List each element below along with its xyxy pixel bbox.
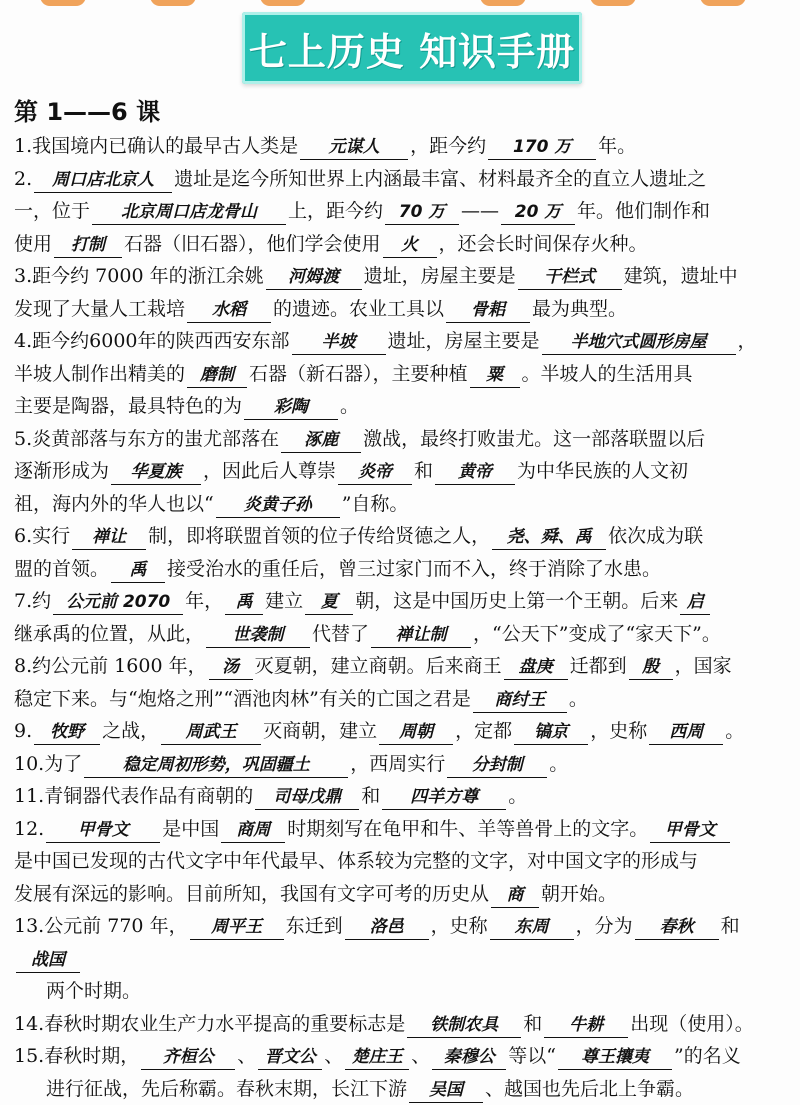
answer-blank: 华夏族 [111, 460, 201, 485]
answer-blank: 北京周口店龙骨山 [92, 200, 286, 225]
answer-blank: 牧野 [34, 720, 100, 745]
top-decoration [0, 0, 800, 8]
answer-blank: 涿鹿 [281, 428, 361, 453]
answer-blank: 西周 [649, 720, 723, 745]
list-item: 14.春秋时期农业生产力水平提高的重要标志是 铁制农具 和 牛耕 出现（使用）。 [14, 1008, 794, 1041]
answer-blank: 禅让 [72, 525, 146, 550]
answer-blank: 世袭制 [206, 623, 310, 648]
answer-blank: 磨制 [187, 363, 247, 388]
answer-blank: 启 [680, 590, 710, 615]
answer-blank: 火 [383, 233, 437, 258]
answer-blank: 禅让制 [371, 623, 471, 648]
answer-blank: 炎帝 [338, 460, 412, 485]
answer-blank: 殷 [629, 655, 673, 680]
answer-blank: 甲骨文 [650, 818, 730, 843]
list-item: 7.约 公元前 2070 年， 禹 建立 夏 朝，这是中国历史上第一个王朝。后来 启 继承禹的位置，从此， 世袭制 代替了 禅让制 ，“公天下”变成了“家天下”。 [14, 585, 794, 650]
answer-blank: 镐京 [514, 720, 588, 745]
knowledge-list [14, 130, 794, 1105]
list-item: 6.实行 禅让 制，即将联盟首领的位子传给贤德之人， 尧、舜、禹 依次成为联 盟的首领。 禹 接受治水的重任后，曾三过家门而不入，终于消除了水患。 [14, 520, 794, 585]
lesson-heading: 第 1——6 课 [14, 98, 161, 126]
answer-blank: 吴国 [409, 1078, 483, 1103]
list-item: 9. 牧野 之战， 周武王 灭商朝，建立 周朝 ，定都 镐京 ，史称 西周 。 [14, 715, 794, 748]
answer-blank: 炎黄子孙 [216, 493, 340, 518]
answer-blank: 齐桓公 [141, 1045, 235, 1070]
answer-blank: 骨耜 [446, 298, 530, 323]
answer-blank: 夏 [305, 590, 353, 615]
answer-blank: 牛耕 [544, 1013, 628, 1038]
answer-blank: 东周 [490, 915, 574, 940]
list-item: 5.炎黄部落与东方的蚩尤部落在 涿鹿 激战，最终打败蚩尤。这一部落联盟以后 逐渐形成为 华夏族 ，因此后人尊崇 炎帝 和 黄帝 为中华民族的人文初 祖，海内外的华人也以“ 炎黄子孙 ”自称。 [14, 423, 794, 521]
list-item: 1.我国境内已确认的最早古人类是 元谋人 ，距今约 170 万 年。 [14, 130, 794, 163]
answer-blank: 周武王 [161, 720, 261, 745]
answer-blank: 粟 [470, 363, 520, 388]
answer-blank: 公元前 2070 [53, 590, 183, 615]
answer-blank: 晋文公 [258, 1045, 322, 1070]
list-item: 10.为了 稳定周初形势，巩固疆土 ，西周实行 分封制 。 [14, 748, 794, 781]
answer-blank: 尧、舜、禹 [492, 525, 606, 550]
answer-blank: 半地穴式圆形房屋 [542, 330, 736, 355]
answer-blank: 干栏式 [518, 265, 622, 290]
answer-blank: 商 [491, 883, 539, 908]
answer-blank: 70 万 [385, 200, 459, 225]
list-item: 4.距今约6000年的陕西西安东部 半坡 遗址，房屋主要是 半地穴式圆形房屋 ， 半坡人制作出精美的 磨制 石器（新石器），主要种植 粟 。半坡人的生活用具 主要是陶器，最具特色的为 彩陶 。 [14, 325, 794, 423]
answer-blank: 周平王 [190, 915, 284, 940]
answer-blank: 商纣王 [473, 688, 567, 713]
answer-blank: 禹 [111, 558, 165, 583]
answer-blank: 禹 [225, 590, 263, 615]
page-title: 七上历史 知识手册 [248, 29, 576, 74]
answer-blank: 分封制 [447, 753, 547, 778]
answer-blank: 商周 [221, 818, 285, 843]
list-item: 12. 甲骨文 是中国 商周 时期刻写在龟甲和牛、羊等兽骨上的文字。 甲骨文 是中国已发现的古代文字中年代最早、体系较为完整的文字，对中国文字的形成与 发展有深远的影响。目前所知，我国有文字可考的历史从 商 朝开始。 [14, 813, 794, 911]
answer-blank: 元谋人 [300, 135, 408, 160]
answer-blank: 20 万 [501, 200, 575, 225]
answer-blank: 铁制农具 [407, 1013, 521, 1038]
title-banner [242, 12, 582, 84]
answer-blank: 汤 [209, 655, 253, 680]
answer-blank: 春秋 [635, 915, 719, 940]
answer-blank: 彩陶 [244, 395, 338, 420]
list-item: 15.春秋时期， 齐桓公 、 晋文公 、 楚庄王 、 秦穆公 等以“ 尊王攘夷 ”的名义 进行征战，先后称霸。春秋末期，长江下游 吴国 、越国也先后北上争霸。 [14, 1040, 794, 1105]
answer-blank: 周朝 [379, 720, 453, 745]
answer-blank: 楚庄王 [345, 1045, 409, 1070]
answer-blank: 洛邑 [345, 915, 429, 940]
list-item: 13.公元前 770 年， 周平王 东迁到 洛邑 ，史称 东周 ，分为 春秋 和战国 两个时期。 [14, 915, 740, 1002]
list-item: 3.距今约 7000 年的浙江余姚 河姆渡 遗址，房屋主要是 干栏式 建筑，遗址中 发现了大量人工栽培 水稻 的遗迹。农业工具以 骨耜 最为典型。 [14, 260, 794, 325]
list-item: 8.约公元前 1600 年， 汤 灭夏朝，建立商朝。后来商王 盘庚 迁都到 殷 ，国家 稳定下来。与“炮烙之刑”“酒池肉林”有关的亡国之君是 商纣王 。 [14, 650, 794, 715]
answer-blank: 黄帝 [435, 460, 515, 485]
answer-blank: 战国 [16, 948, 80, 973]
answer-blank: 尊王攘夷 [558, 1045, 672, 1070]
answer-blank: 秦穆公 [432, 1045, 506, 1070]
answer-blank: 170 万 [488, 135, 596, 160]
answer-blank: 司母戊鼎 [255, 785, 359, 810]
answer-blank: 甲骨文 [46, 818, 160, 843]
answer-blank: 打制 [54, 233, 122, 258]
answer-blank: 河姆渡 [266, 265, 362, 290]
answer-blank: 周口店北京人 [34, 168, 172, 193]
answer-blank: 盘庚 [504, 655, 568, 680]
list-item: 2. 周口店北京人 遗址是迄今所知世界上内涵最丰富、材料最齐全的直立人遗址之 一，位于 北京周口店龙骨山 上，距今约 70 万 —— 20 万 年。他们制作和 使用 打制 石器（旧石器），他们学会使用 火 ，还会长时间保存火种。 [14, 163, 794, 261]
answer-blank: 四羊方尊 [382, 785, 506, 810]
answer-blank: 半坡 [292, 330, 386, 355]
answer-blank: 稳定周初形势，巩固疆土 [84, 753, 348, 778]
list-item: 11.青铜器代表作品有商朝的 司母戊鼎 和 四羊方尊 。 [14, 780, 794, 813]
answer-blank: 水稻 [187, 298, 271, 323]
